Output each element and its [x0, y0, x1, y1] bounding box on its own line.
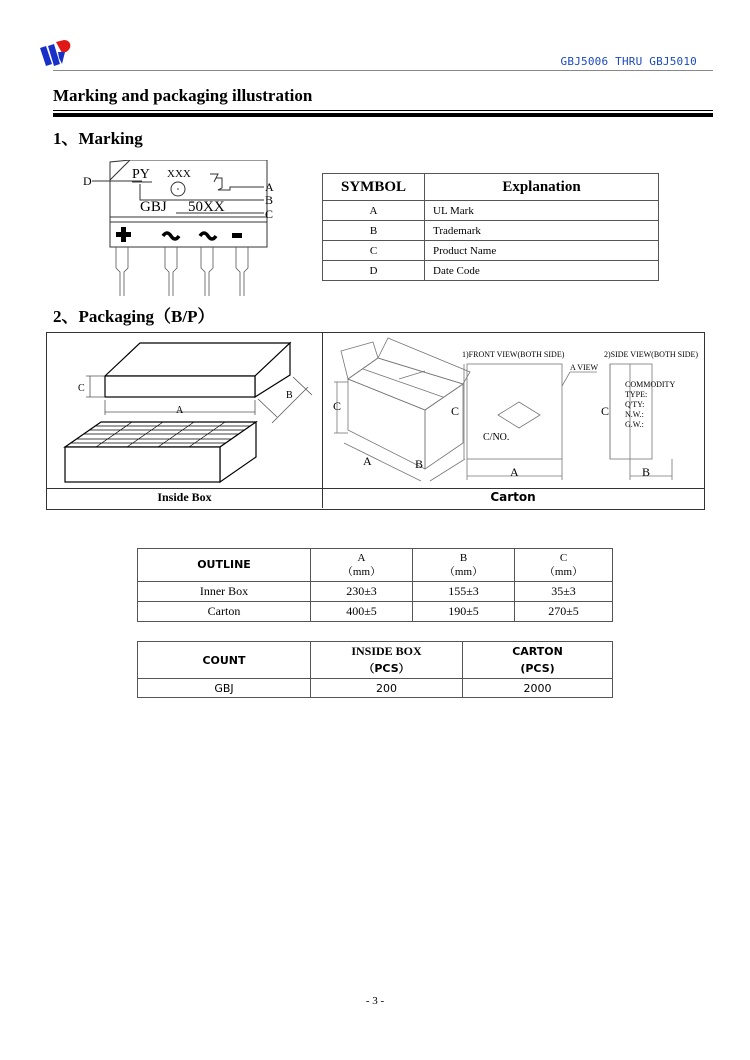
side-view-dim-c: C	[601, 404, 610, 418]
outline-header-row	[138, 549, 613, 582]
symbol-cell: B	[323, 221, 425, 241]
cell-value: 2000	[463, 679, 613, 698]
outline-table	[137, 548, 613, 622]
side-line: N.W.:	[625, 410, 644, 419]
symbol-cell: A	[323, 201, 425, 221]
symbol-cell: D	[323, 261, 425, 281]
side-line: Q'TY:	[625, 400, 645, 409]
page-title: Marking and packaging illustration	[53, 86, 313, 105]
col-unit: （mm）	[341, 566, 382, 578]
cno-label: C/NO.	[483, 432, 510, 443]
row-label: Inner Box	[138, 582, 311, 602]
symbol-cell: C	[323, 241, 425, 261]
package-chamfer	[110, 160, 130, 180]
outline-header: OUTLINE	[138, 549, 311, 582]
table-row	[138, 679, 613, 698]
table-row	[323, 221, 659, 241]
col-b-header	[413, 549, 515, 582]
packaging-divider-horizontal	[46, 488, 705, 489]
row-label: GBJ	[138, 679, 311, 698]
packaging-divider-vertical	[322, 332, 323, 508]
cell-value: 400±5	[311, 602, 413, 622]
explanation-cell: Trademark	[425, 221, 659, 241]
cell-value: 190±5	[413, 602, 515, 622]
header-divider	[53, 70, 713, 71]
carton-dim-c: C	[333, 399, 342, 413]
explanation-cell: UL Mark	[425, 201, 659, 221]
symbol-header: SYMBOL	[323, 174, 425, 201]
side-view-label: 2)SIDE VIEW(BOTH SIDE)	[604, 350, 699, 359]
mark-50xx: 50XX	[188, 199, 225, 215]
dim-a-label: A	[176, 405, 184, 416]
section-packaging-title: 2、Packaging（B/P）	[53, 307, 215, 326]
marking-diagram	[80, 160, 290, 300]
company-logo	[38, 40, 74, 66]
count-header-row	[138, 642, 613, 679]
col-unit: （mm）	[443, 566, 484, 578]
carton-header	[463, 642, 613, 679]
cell-value: 230±3	[311, 582, 413, 602]
count-table	[137, 641, 613, 698]
col-name: B	[459, 552, 468, 564]
ul-mark-icon	[210, 174, 226, 190]
tray-front	[65, 447, 220, 482]
mark-py: PY	[132, 167, 150, 182]
callout-c: C	[265, 207, 274, 221]
dim-c-label: C	[78, 383, 85, 394]
tilde-symbol-1	[163, 233, 179, 239]
table-row	[138, 602, 613, 622]
col-unit: （mm）	[543, 566, 584, 578]
col-a-header	[311, 549, 413, 582]
title-rule-thick	[53, 113, 713, 117]
symbol-table	[322, 173, 659, 281]
col-name: A	[357, 552, 366, 564]
a-view-label: A VIEW	[570, 363, 599, 372]
carton-flap-left	[341, 342, 378, 379]
pins	[116, 247, 248, 296]
logo-red-shape	[56, 40, 70, 53]
table-row	[323, 241, 659, 261]
carton-diagram	[325, 335, 703, 485]
plus-symbol-v	[121, 227, 126, 242]
cell-value: 200	[311, 679, 463, 698]
page-number: - 3 -	[365, 995, 385, 1007]
explanation-cell: Product Name	[425, 241, 659, 261]
callout-a: A	[265, 180, 274, 194]
cell-value: 270±5	[515, 602, 613, 622]
tilde-symbol-2	[200, 233, 216, 239]
col-unit: （PCS）	[363, 662, 410, 675]
side-view-dim-b: B	[642, 465, 651, 479]
mark-xxx: XXX	[167, 168, 191, 180]
carton-caption: Carton	[490, 490, 536, 504]
front-view-dim-a: A	[510, 465, 519, 479]
box-front	[105, 376, 255, 397]
cell-value: 155±3	[413, 582, 515, 602]
minus-symbol	[232, 233, 242, 238]
side-line: TYPE:	[625, 390, 648, 399]
row-label: Carton	[138, 602, 311, 622]
inside-box-diagram	[50, 340, 315, 485]
col-unit: (PCS)	[520, 662, 555, 675]
front-view-dim-c: C	[451, 404, 460, 418]
carton-flap-right	[378, 338, 470, 384]
inside-box-header	[311, 642, 463, 679]
front-view-label: 1)FRONT VIEW(BOTH SIDE)	[462, 350, 565, 359]
col-name: INSIDE BOX	[351, 644, 422, 658]
col-name: CARTON	[512, 645, 563, 658]
table-row	[323, 201, 659, 221]
inside-box-caption: Inside Box	[157, 490, 212, 504]
document-id: GBJ5006 THRU GBJ5010	[560, 55, 697, 68]
front-view-diamond	[498, 402, 540, 428]
title-rule-thin	[53, 110, 713, 111]
section-marking-title: 1、Marking	[53, 129, 143, 148]
callout-d: D	[83, 174, 92, 188]
front-view-rect	[467, 364, 562, 459]
carton-dim-a: A	[363, 454, 372, 468]
explanation-header: Explanation	[425, 174, 659, 201]
side-line: G.W.:	[625, 420, 644, 429]
mark-gbj: GBJ	[140, 199, 167, 215]
dim-b-label: B	[286, 390, 293, 401]
col-name: C	[559, 552, 568, 564]
side-line: COMMODITY	[625, 380, 676, 389]
carton-dim-b: B	[415, 457, 424, 471]
callout-b: B	[265, 193, 274, 207]
symbol-table-header	[323, 174, 659, 201]
explanation-cell: Date Code	[425, 261, 659, 281]
carton-left-face	[348, 379, 425, 469]
table-row	[323, 261, 659, 281]
cell-value: 35±3	[515, 582, 613, 602]
table-row	[138, 582, 613, 602]
count-header: COUNT	[138, 642, 311, 679]
col-c-header	[515, 549, 613, 582]
